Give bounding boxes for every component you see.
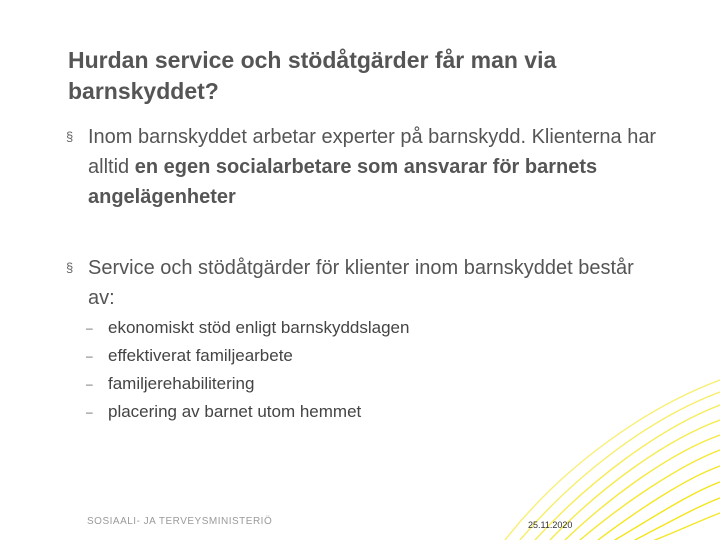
bullet-item-2	[66, 253, 666, 313]
bullet-text: Service och stödåtgärder för klienter inom barnskyddet består av:	[88, 257, 634, 309]
sub-bullet-marker: –	[86, 405, 93, 419]
sub-bullet-text: familjerehabilitering	[108, 374, 255, 393]
bullet-text-bold: en egen socialarbetare som ansvarar för barnets angelägenheter	[88, 156, 598, 208]
sub-bullet-text: effektiverat familjearbete	[108, 346, 293, 365]
sub-bullet-marker: –	[86, 377, 93, 391]
list-item	[86, 370, 586, 398]
sub-bullet-text: ekonomiskt stöd enligt barnskyddslagen	[108, 318, 410, 337]
sub-bullet-list	[86, 314, 586, 426]
bullet-text	[88, 122, 666, 212]
bullet-marker: §	[66, 129, 74, 144]
sub-bullet-text: placering av barnet utom hemmet	[108, 402, 362, 421]
footer-organization-logo: SOSIAALI- JA TERVEYSMINISTERIÖ	[87, 516, 273, 527]
footer-date: 25.11.2020	[528, 520, 573, 530]
list-item	[86, 398, 586, 426]
slide-title: Hurdan service och stödåtgärder får man via barnskyddet?	[68, 47, 557, 104]
list-item	[86, 342, 586, 370]
sub-bullet-marker: –	[86, 349, 93, 363]
bullet-item-1	[66, 122, 666, 212]
bullet-text-normal: Inom barnskyddet arbetar experter på barnskydd. Klienterna har alltid	[88, 126, 657, 178]
sub-bullet-marker: –	[86, 321, 93, 335]
list-item	[86, 314, 586, 342]
bullet-marker: §	[66, 260, 74, 275]
